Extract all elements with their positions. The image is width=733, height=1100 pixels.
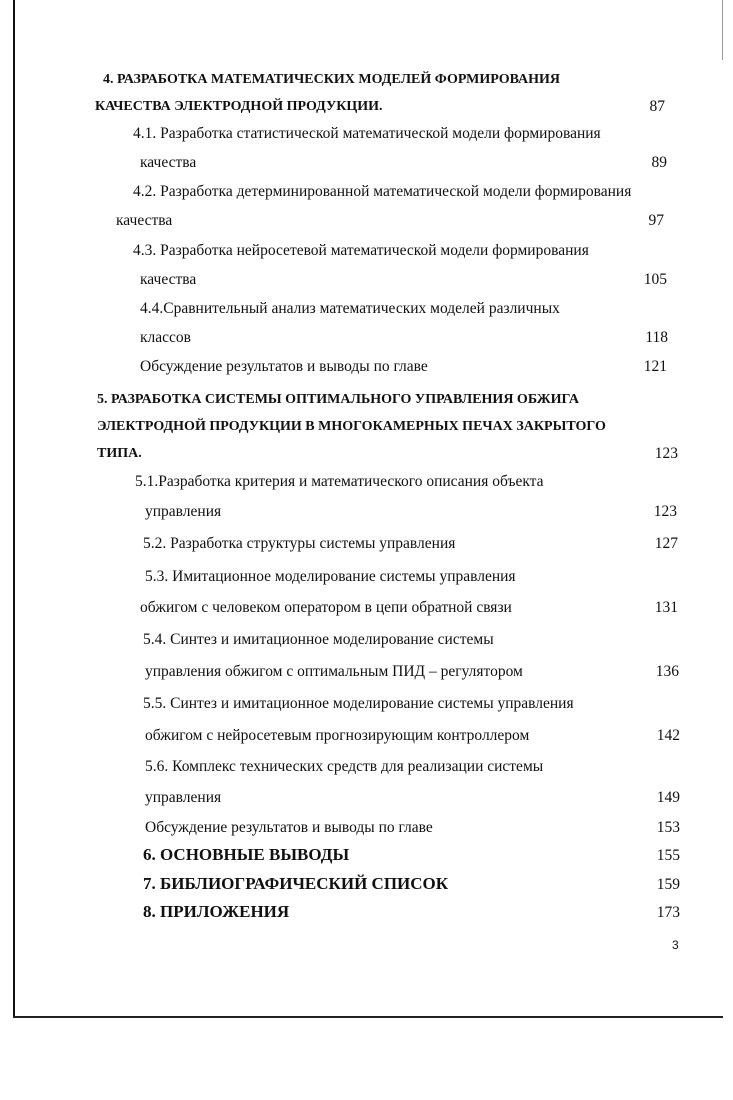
toc-chapter-5-title-cont: ЭЛЕКТРОДНОЙ ПРОДУКЦИИ В МНОГОКАМЕРНЫХ ПЕЧАХ ЗАКРЫТОГО [97,419,606,434]
toc-page-number: 155 [656,847,680,864]
toc-chapter-4-title: 4. РАЗРАБОТКА МАТЕМАТИЧЕСКИХ МОДЕЛЕЙ ФОРМИРОВАНИЯ [103,72,561,87]
toc-chapter-7: 7. БИБЛИОГРАФИЧЕСКИЙ СПИСОК [143,874,449,893]
toc-page-number: 123 [654,445,678,462]
toc-page-number: 159 [656,876,680,893]
toc-section-5-5: 5.5. Синтез и имитационное моделирование системы управления [143,695,574,712]
toc-section-4-1: 4.1. Разработка статистической математической модели формирования [133,125,601,142]
toc-section-5-4-cont: управления обжигом с оптимальным ПИД – регулятором [145,663,523,680]
toc-page-number: 105 [643,271,667,288]
toc-section-5-6: 5.6. Комплекс технических средств для реализации системы [145,758,544,775]
toc-section-4-4-cont: классов [140,329,191,346]
toc-section-4-3-cont: качества [140,271,197,288]
toc-section-5-4: 5.4. Синтез и имитационное моделирование системы [143,631,494,648]
toc-chapter-4-title-cont: КАЧЕСТВА ЭЛЕКТРОДНОЙ ПРОДУКЦИИ. [95,99,383,114]
toc-page-number: 87 [649,98,665,115]
toc-page-number: 123 [653,503,677,520]
page-number: 3 [672,938,679,952]
page-border-left [13,0,15,1018]
toc-page-number: 136 [655,663,679,680]
toc-section-5-3-cont: обжигом с человеком оператором в цепи обратной связи [140,599,512,616]
page-border-right [722,0,723,60]
toc-page-number: 97 [648,212,664,229]
toc-chapter-5-title: 5. РАЗРАБОТКА СИСТЕМЫ ОПТИМАЛЬНОГО УПРАВЛЕНИЯ ОБЖИГА [97,392,579,407]
toc-page-number: 89 [651,154,667,171]
toc-page-number: 127 [654,535,678,552]
toc-section-4-2: 4.2. Разработка детерминированной математической модели формирования [133,183,632,200]
toc-chapter-8: 8. ПРИЛОЖЕНИЯ [143,902,290,921]
toc-page-number: 121 [643,358,667,375]
toc-section-5-5-cont: обжигом с нейросетевым прогнозирующим контроллером [145,727,530,744]
toc-discussion-4: Обсуждение результатов и выводы по главе [140,358,428,375]
toc-page-number: 131 [654,599,678,616]
toc-page-number: 149 [656,789,680,806]
toc-section-4-3: 4.3. Разработка нейросетевой математической модели формирования [133,242,589,259]
toc-chapter-5-title-end: ТИПА. [97,446,142,461]
toc-section-4-1-cont: качества [140,154,197,171]
toc-page-number: 153 [656,819,680,836]
toc-page-number: 118 [645,329,668,346]
toc-section-4-2-cont: качества [116,212,173,229]
toc-section-5-3: 5.3. Имитационное моделирование системы управления [145,568,516,585]
toc-page-number: 142 [656,727,680,744]
toc-discussion-5: Обсуждение результатов и выводы по главе [145,819,433,836]
toc-section-5-1: 5.1.Разработка критерия и математического описания объекта [135,473,544,490]
toc-section-4-4: 4.4.Сравнительный анализ математических моделей различных [140,300,560,317]
toc-section-5-2: 5.2. Разработка структуры системы управления [143,535,456,552]
toc-page-number: 173 [656,904,680,921]
page-border-bottom [13,1016,723,1018]
toc-chapter-6: 6. ОСНОВНЫЕ ВЫВОДЫ [143,845,350,864]
toc-section-5-6-cont: управления [145,789,222,806]
toc-section-5-1-cont: управления [145,503,222,520]
